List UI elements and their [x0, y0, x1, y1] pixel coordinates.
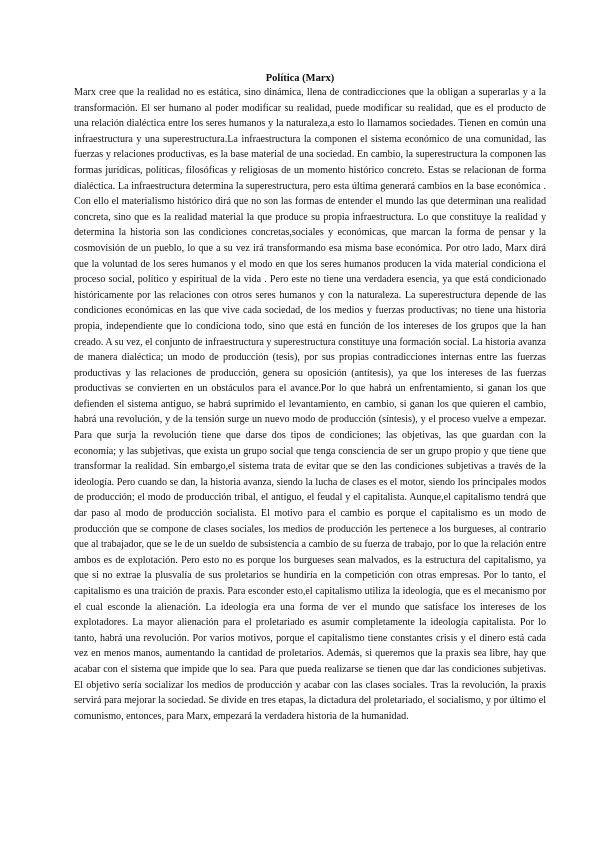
- body-paragraph: Marx cree que la realidad no es estática, sino dinámica, llena de contradicciones que la obligan a superarlas y a la transformación. El ser humano al poder modificar su realidad, puede modificar su realidad, que es el producto de una relación dialéctica entre los seres humanos y la naturaleza,a esto lo llamamos sociedades. Tienen en común una infraestructura y una superestructura.La infraestructura la componen el sistema económico de una comunidad, las fuerzas y relaciones productivas, es la base material de una sociedad. En cambio, la superestructura la componen las formas jurídicas, políticas, filosóficas y religiosas de un momento histórico concreto. Estas se relacionan de forma dialéctica. La infraestructura determina la superestructura, pero esta última generará cambios en la base económica . Con ello el materialismo histórico dirá que no son las formas de entender el mundo las que determinan una realidad concreta, sino que es la realidad material la que produce su propia infraestructura. Lo que constituye la realidad y determina la historia son las condiciones concretas,sociales y económicas, que marcan la forma de pensar y la cosmovisión de un pueblo, lo que a su vez irá transformando esa misma base económica. Por otro lado, Marx dirá que la voluntad de los seres humanos y el modo en que los seres humanos producen la vida material condiciona el proceso social, político y espiritual de la vida . Pero este no tiene una verdadera esencia, ya que está condicionado históricamente por las relaciones con otros seres humanos y con la naturaleza. La superestructura depende de las condiciones económicas en las que vive cada sociedad, de los medios y fuerzas productivas; no tiene una historia propia, independiente que lo condiciona todo, sino que está en función de los intereses de los grupos que la han creado. A su vez, el conjunto de infraestructura y superestructura constituye una formación social. La historia avanza de manera dialéctica; un modo de producción (tesis), por sus propias contradicciones internas entre las fuerzas productivas y las relaciones de producción, genera su oposición (antítesis), ya que los intereses de las fuerzas productivas se convierten en un obstáculos para el avance.Por lo que habrá un enfrentamiento, si ganan los que defienden el sistema antiguo, se habrá suprimido el levantamiento, en cambio, si ganan los que quieren el cambio, habrá una revolución, y de la tensión surge un nuevo modo de producción (síntesis), y el proceso vuelve a empezar. Para que surja la revolución tiene que darse dos tipos de condiciones; las objetivas, las que guardan con la economía; y las subjetivas, que exista un grupo social que tenga consciencia de ser un grupo propio y que tiene que transformar la realidad. Sin embargo,el sistema trata de evitar que se den las condiciones subjetivas a través de la ideología. Pero cuando se dan, la historia avanza, siendo la lucha de clases es el motor, siendo los principales modos de producción; el modo de producción tribal, el antiguo, el feudal y el capitalista. Aunque,el capitalismo tendrá que dar paso al modo de producción socialista. El motivo para el cambio es porque el capitalismo es un modo de producción que se compone de clases sociales, los medios de producción les pertenece a los burgueses, al contrario que al trabajador, que se le de un sueldo de subsistencia a cambio de su fuerza de trabajo, por lo que la relación entre ambos es de explotación. Pero esto no es porque los burgueses sean malvados, es la estructura del capitalismo, ya que si no extrae la plusvalía de sus proletarios se hundiría en la competición con otras empresas. Por lo tanto, el capitalismo es una traición de praxis. Para esconder esto,el capitalismo utiliza la ideología, que es el mecanismo por el cual esconde la alienación. La ideología era una forma de ver el mundo que satisface los intereses de los explotadores. La mayor alienación para el proletariado es asumir completamente la ideología capitalista. Por lo tanto, habrá una revolución. Por varios motivos, porque el capitalismo tiene constantes crisis y el dinero está cada vez en menos manos, aumentando la cantidad de proletarios. Además, si queremos que la praxis sea libre, hay que acabar con el sistema que impide que lo sea. Para que pueda realizarse se tienen que dar las condiciones subjetivas. El objetivo sería socializar los medios de producción y acabar con las clases sociales. Tras la revolución, la praxis servirá para mejorar la sociedad. Se divide en tres etapas, la dictadura del proletariado, el socialismo, y por último el comunismo, entonces, para Marx, empezará la verdadera historia de la humanidad.: [74, 87, 546, 722]
- document-body: [74, 85, 546, 724]
- document-title: Política (Marx): [265, 73, 335, 84]
